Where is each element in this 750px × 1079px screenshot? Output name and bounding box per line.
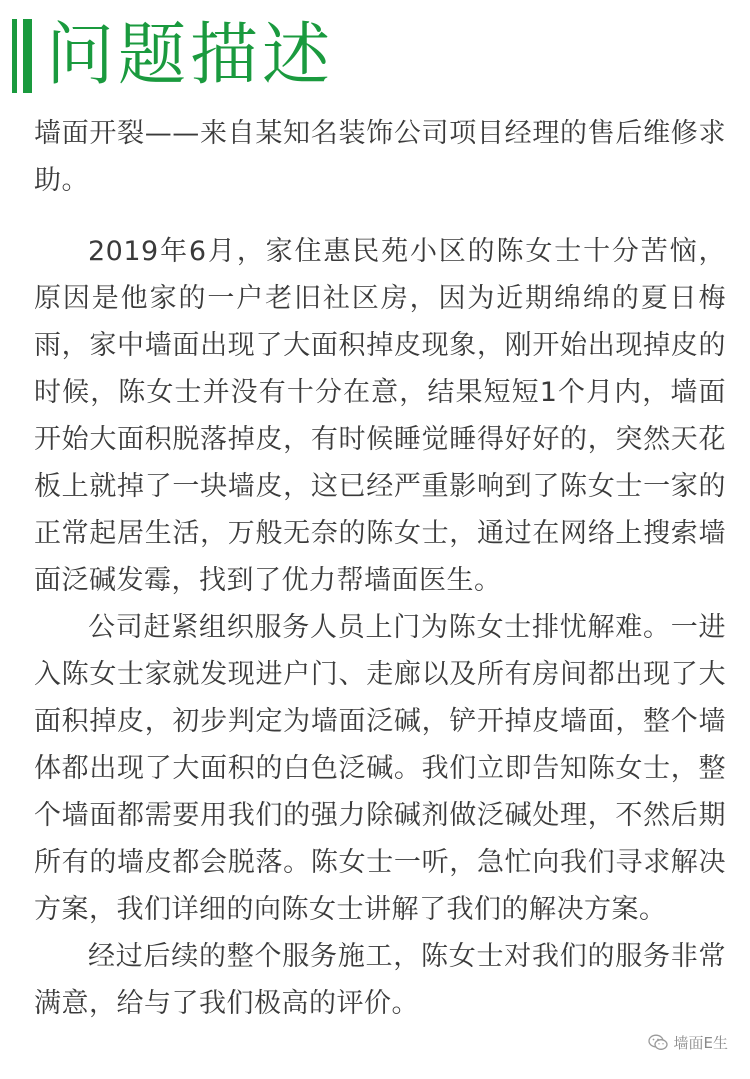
article-paragraph-2: 公司赶紧组织服务人员上门为陈女士排忧解难。一进入陈女士家就发现进户门、走廊以及所有房间都出现了大面积掉皮，初步判定为墙面泛碱，铲开掉皮墙面，整个墙体都出现了大面积的白色泛碱。我们立即告知陈女士，整个墙面都需要用我们的强力除碱剂做泛碱处理，不然后期所有的墙皮都会脱落。陈女士一听，急忙向我们寻求解决方案，我们详细的向陈女士讲解了我们的解决方案。 xyxy=(34,612,726,925)
header-accent-bar-thick xyxy=(23,19,32,93)
section-header xyxy=(12,16,334,96)
article-paragraph-3: 经过后续的整个服务施工，陈女士对我们的服务非常满意，给与了我们极高的评价。 xyxy=(34,941,726,1019)
wechat-icon xyxy=(648,1034,668,1051)
article-paragraph-1: 2019年6月，家住惠民苑小区的陈女士十分苦恼，原因是他家的一户老旧社区房，因为近期绵绵的夏日梅雨，家中墙面出现了大面积掉皮现象，刚开始出现掉皮的时候，陈女士并没有十分在意，结果短短1个月内，墙面开始大面积脱落掉皮，有时候睡觉睡得好好的，突然天花板上就掉了一块墙皮，这已经严重影响到了陈女士一家的正常起居生活，万般无奈的陈女士，通过在网络上搜索墙面泛碱发霉，找到了优力帮墙面医生。 xyxy=(34,236,726,596)
article-subtitle: 墙面开裂——来自某知名装饰公司项目经理的售后维修求助。 xyxy=(34,118,726,196)
header-accent-bar-thin xyxy=(12,19,17,93)
article-body xyxy=(34,110,726,1027)
watermark-text: 墙面E生 xyxy=(673,1034,728,1052)
section-title: 问题描述 xyxy=(46,16,335,95)
source-watermark xyxy=(648,1032,728,1053)
